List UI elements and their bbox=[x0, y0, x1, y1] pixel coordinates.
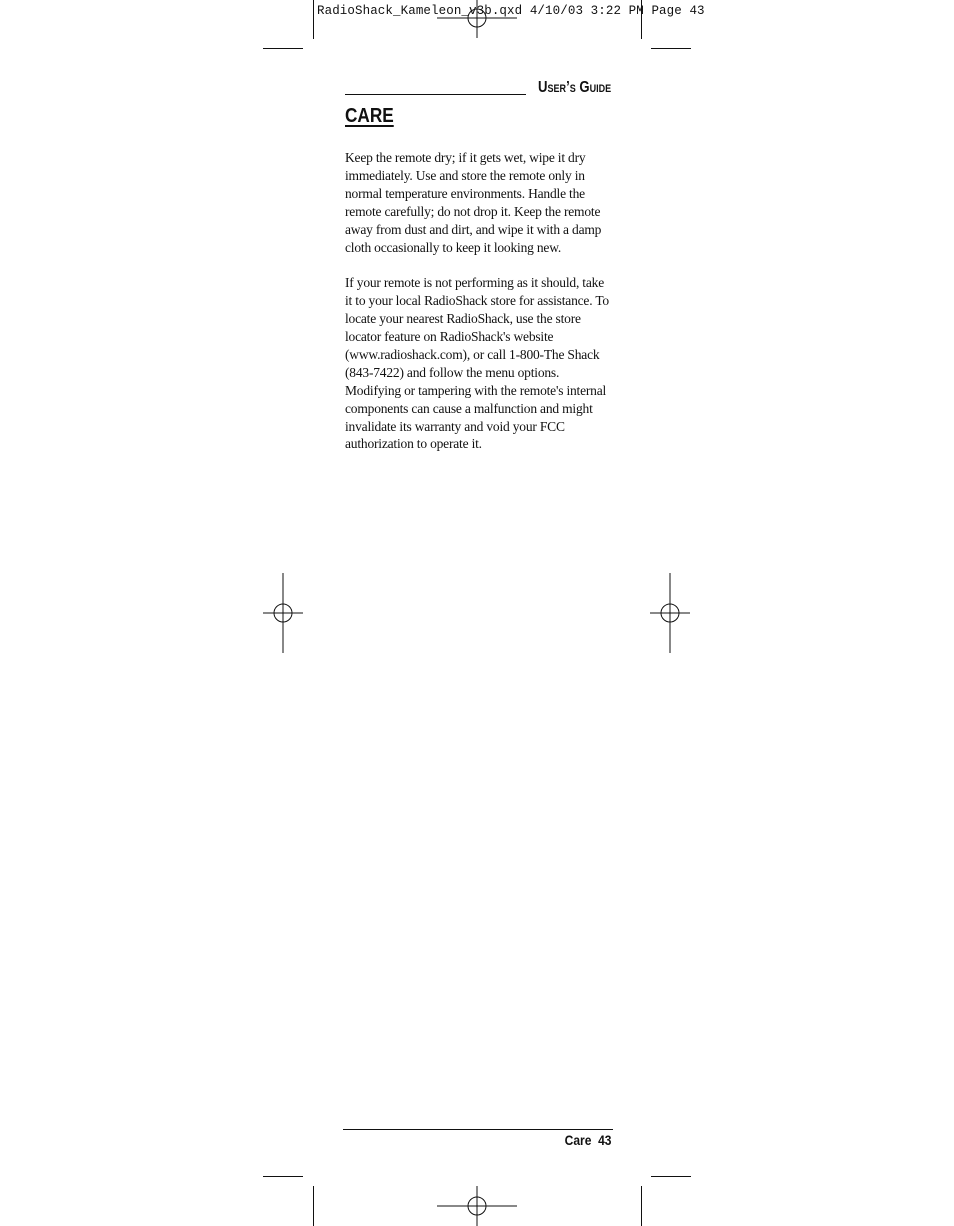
registration-mark-left bbox=[263, 573, 303, 653]
page-folio: Care 43 bbox=[564, 1132, 611, 1148]
footer-rule bbox=[343, 1129, 613, 1130]
registration-mark-right bbox=[650, 573, 690, 653]
body-text bbox=[345, 149, 613, 453]
header-rule bbox=[345, 94, 526, 95]
paragraph: If your remote is not performing as it should, take it to your local RadioShack store for assistance. To locate your nearest RadioShack, use the store locator feature on RadioShack's website (www.radioshack.com), or call 1-800-The Shack (843-7422) and follow the menu options. Modifying or tampering with the remote's internal components can cause a malfunction and might invalidate its warranty and void your FCC authorization to operate it. bbox=[345, 275, 609, 452]
slug-line: RadioShack_Kameleon_v3b.qxd 4/10/03 3:22 PM Page 43 bbox=[317, 4, 705, 18]
running-head: User’s Guide bbox=[537, 79, 611, 96]
paragraph: Keep the remote dry; if it gets wet, wipe it dry immediately. Use and store the remote only in normal temperature environments. Handle the remote carefully; do not drop it. Keep the remote away from dust and dirt, and wipe it with a damp cloth occasionally to keep it looking new. bbox=[345, 150, 602, 255]
registration-mark-bottom bbox=[437, 1186, 517, 1226]
section-title: CARE bbox=[345, 105, 394, 127]
registration-mark-top bbox=[437, 0, 517, 38]
